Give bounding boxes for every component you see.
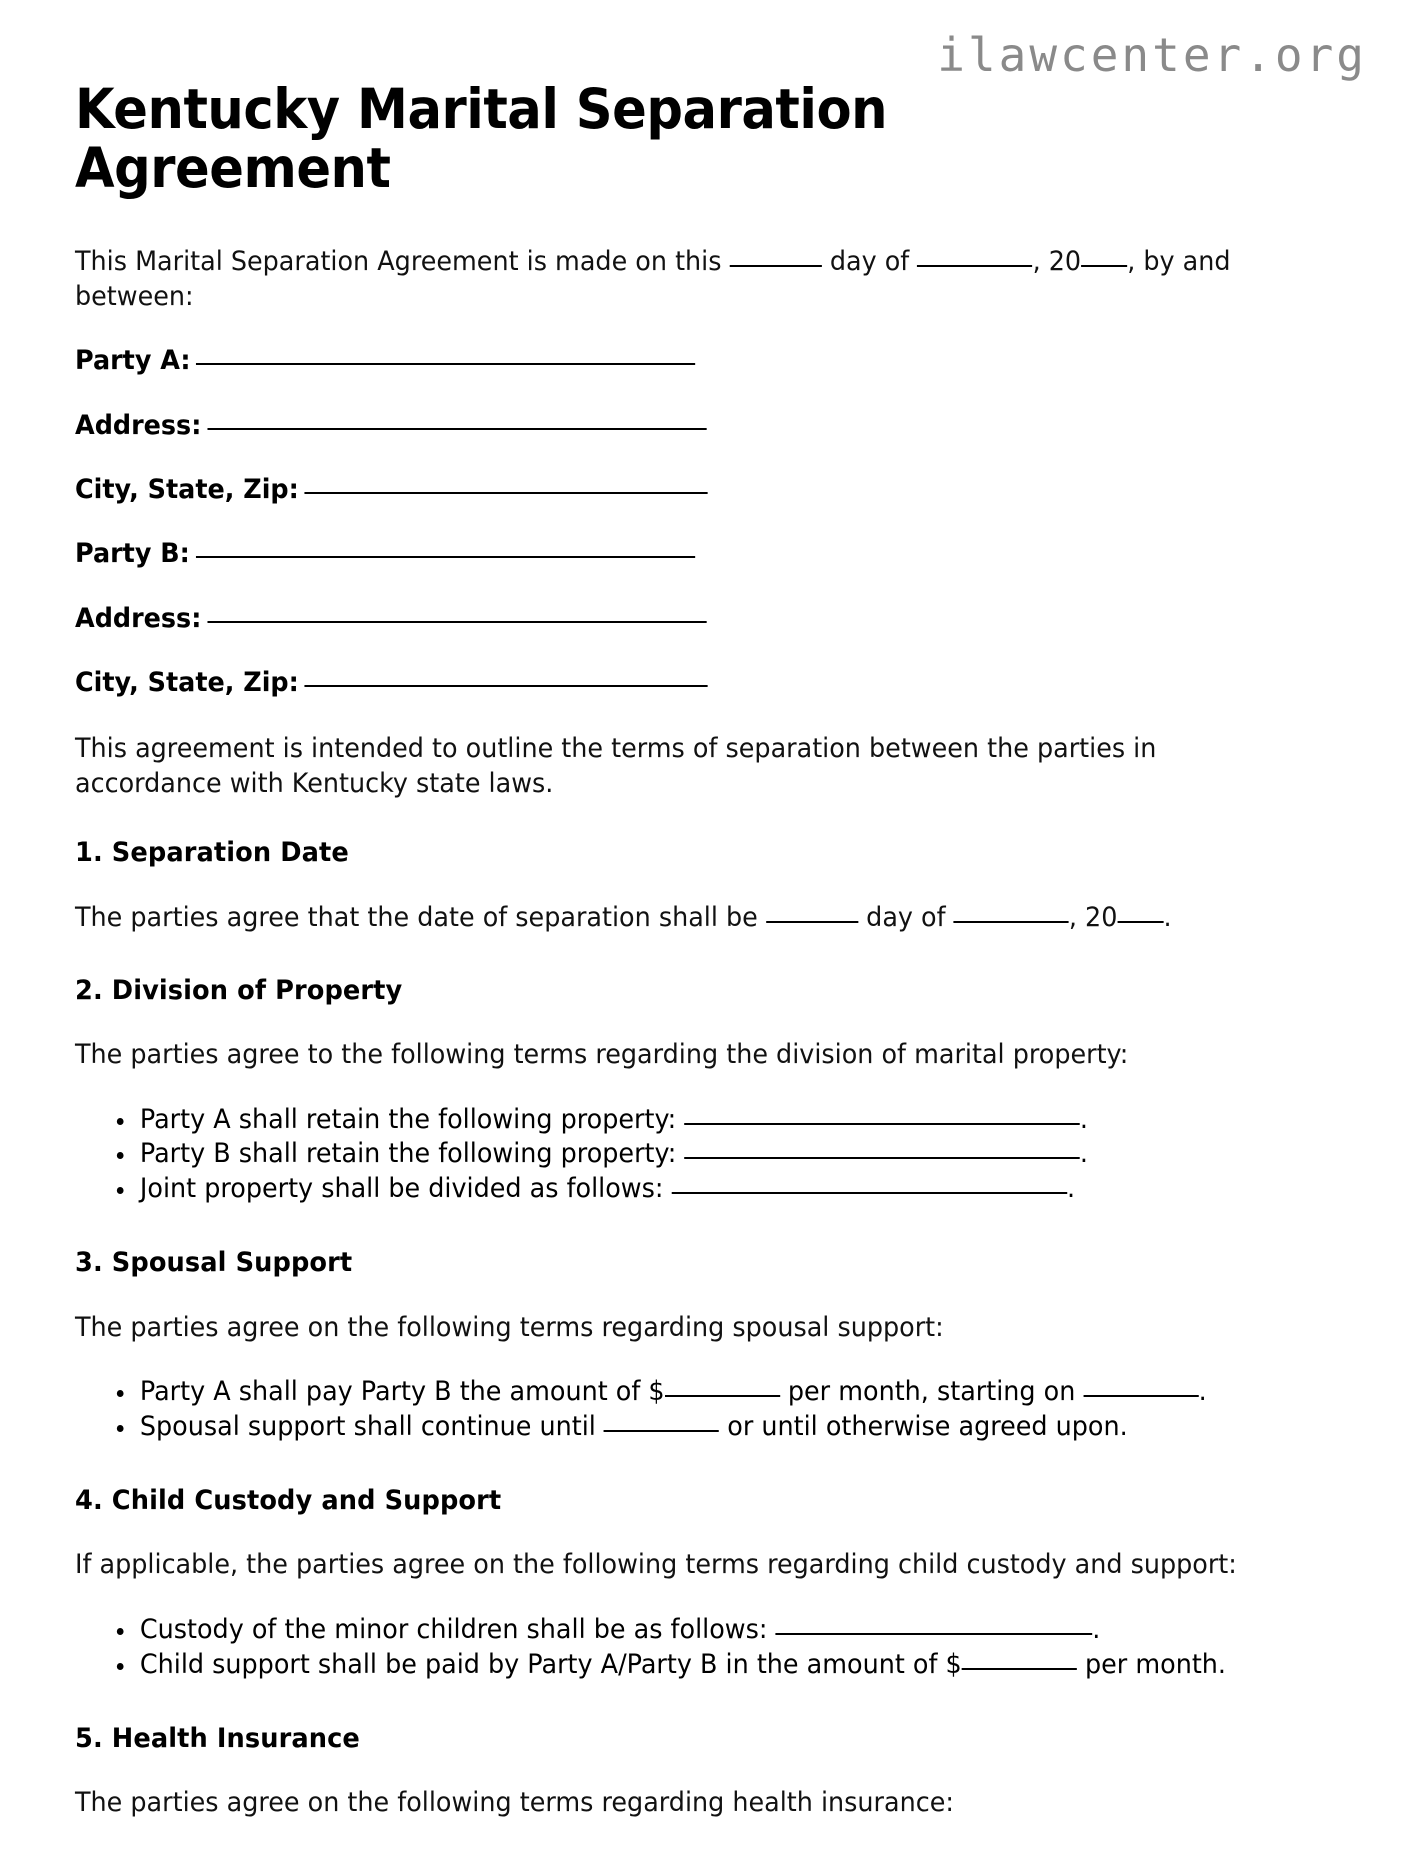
intro-text-part3: , 20 [1032, 245, 1082, 277]
separation-month-blank[interactable] [954, 921, 1069, 923]
section-5-paragraph: The parties agree on the following terms regarding health insurance: [75, 1786, 954, 1818]
intro-month-blank[interactable] [917, 265, 1032, 267]
list-item [113, 1410, 1288, 1445]
bullet-text-middle: or until otherwise agreed upon. [727, 1411, 1128, 1442]
section-4-paragraph: If applicable, the parties agree on the following terms regarding child custody and support: [75, 1549, 1237, 1581]
bullet-text-after: . [1079, 1103, 1088, 1135]
field-party-a [75, 344, 1287, 378]
field-label: Address: [75, 409, 202, 441]
bullet-text-after: . [1092, 1613, 1101, 1645]
custody-arrangement-blank[interactable] [776, 1633, 1093, 1635]
bullet-text-after: . [1067, 1173, 1076, 1205]
section-3-paragraph: The parties agree on the following terms regarding spousal support: [75, 1311, 944, 1343]
section-1-paragraph [75, 900, 1287, 935]
field-label: Address: [75, 602, 202, 634]
section-heading-2: 2. Division of Property [75, 974, 403, 1006]
field-blank-address-b[interactable] [207, 621, 706, 623]
property-party-a-blank[interactable] [684, 1123, 1080, 1125]
section-2-paragraph: The parties agree to the following terms regarding the division of marital property: [75, 1039, 1129, 1071]
purpose-paragraph: This agreement is intended to outline the terms of separation between the parties in accordance with Kentucky state laws. [75, 732, 1157, 800]
document-content [75, 77, 1337, 1850]
bullet-text-after: . [1079, 1138, 1089, 1170]
field-blank-city-state-zip-b[interactable] [305, 685, 708, 687]
intro-paragraph [75, 244, 1287, 314]
intro-text-part2: day of [829, 245, 910, 277]
spousal-end-condition-blank[interactable] [604, 1430, 719, 1432]
list-item [113, 1375, 1288, 1410]
property-party-b-blank[interactable] [684, 1157, 1080, 1159]
field-blank-party-b[interactable] [196, 556, 695, 558]
field-city-state-zip-b [75, 666, 1287, 700]
spousal-amount-blank[interactable] [665, 1395, 780, 1397]
section-1-text-part4: . [1163, 901, 1172, 933]
bullet-text: Party A shall pay Party B the amount of $ [139, 1376, 665, 1408]
child-support-amount-blank[interactable] [962, 1668, 1077, 1670]
section-heading-4: 4. Child Custody and Support [75, 1484, 502, 1516]
separation-day-blank[interactable] [766, 921, 858, 923]
joint-property-blank[interactable] [672, 1192, 1068, 1194]
bullet-text: Custody of the minor children shall be as follows: [139, 1613, 768, 1645]
section-1-text-part2: day of [866, 901, 946, 933]
field-label: Party B: [75, 538, 190, 570]
field-label: City, State, Zip: [75, 667, 299, 699]
intro-day-blank[interactable] [730, 265, 822, 267]
list-item [113, 1137, 1288, 1172]
page-title: Kentucky Marital Separation Agreement [75, 77, 888, 200]
field-city-state-zip-a [75, 473, 1287, 507]
list-item [113, 1103, 1288, 1138]
section-3-bullet-list [75, 1375, 1337, 1445]
list-item [113, 1648, 1288, 1683]
section-2-bullet-list [75, 1103, 1337, 1208]
field-label: City, State, Zip: [75, 474, 299, 506]
section-4-bullet-list [75, 1613, 1337, 1683]
field-address-b [75, 602, 1287, 636]
field-address-a [75, 409, 1287, 443]
spousal-start-date-blank[interactable] [1083, 1395, 1198, 1397]
site-watermark: ilawcenter.org [937, 28, 1367, 82]
section-heading-1: 1. Separation Date [75, 837, 349, 869]
bullet-text: Joint property shall be divided as follows: [139, 1173, 664, 1205]
list-item [113, 1172, 1288, 1207]
section-1-text-part1: The parties agree that the date of separation shall be [75, 901, 758, 933]
field-blank-party-a[interactable] [196, 363, 695, 365]
bullet-text-middle: per month. [1085, 1648, 1227, 1680]
field-party-b [75, 537, 1287, 571]
bullet-text-after: . [1198, 1376, 1207, 1408]
field-label: Party A: [75, 345, 191, 377]
bullet-text: Party B shall retain the following property: [139, 1138, 677, 1170]
section-heading-5: 5. Health Insurance [75, 1722, 360, 1754]
separation-year-blank[interactable] [1117, 921, 1163, 923]
list-item [113, 1613, 1288, 1648]
bullet-text-middle: per month, starting on [787, 1376, 1076, 1408]
intro-text-part4: , by and between: [75, 245, 1231, 312]
bullet-text: Child support shall be paid by Party A/Party B in the amount of $ [139, 1648, 962, 1680]
section-1-text-part3: , 20 [1068, 901, 1118, 933]
bullet-text: Spousal support shall continue until [139, 1411, 596, 1442]
field-blank-city-state-zip-a[interactable] [305, 492, 708, 494]
intro-text-part1: This Marital Separation Agreement is made on this [75, 245, 722, 277]
section-heading-3: 3. Spousal Support [75, 1247, 353, 1279]
intro-year-blank[interactable] [1081, 265, 1127, 267]
field-blank-address-a[interactable] [207, 428, 706, 430]
bullet-text: Party A shall retain the following property: [139, 1103, 677, 1135]
